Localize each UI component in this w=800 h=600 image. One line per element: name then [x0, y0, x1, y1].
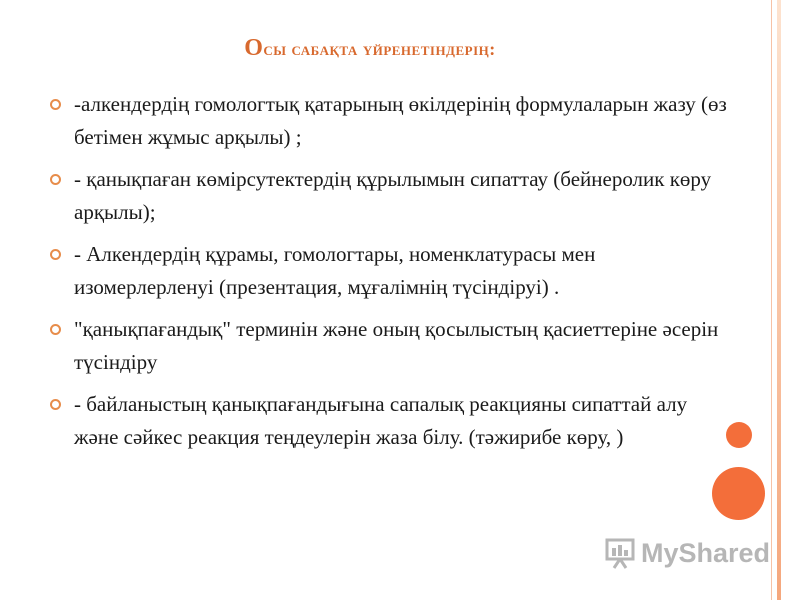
- ring-bullet-icon: [50, 174, 61, 185]
- decorative-thin-stripe: [771, 0, 772, 600]
- bullet-text: - Алкендердің құрамы, гомологтары, номенклатурасы мен изомерлерленуі (презентация, мұғалімнің түсіндіруі) .: [74, 242, 596, 299]
- watermark-text: MyShared: [641, 537, 771, 568]
- bullet-text: -алкендердің гомологтық қатарының өкілдерінің формулаларын жазу (өз бетімен жұмыс арқылы) ;: [74, 92, 727, 149]
- ring-bullet-icon: [50, 399, 61, 410]
- slide-title: [0, 35, 740, 62]
- bullet-list: [48, 88, 728, 463]
- ring-bullet-icon: [50, 324, 61, 335]
- decorative-large-circle: [712, 467, 765, 520]
- bullet-item: [48, 388, 728, 454]
- bullet-text: - байланыстың қанықпағандығына сапалық реакцияны сипаттай алу және сәйкес реакция теңдеулерін жаза білу. (тәжирибе көру, ): [74, 392, 688, 449]
- bullet-text: - қанықпаған көмірсутектердің құрылымын сипаттау (бейнеролик көру арқылы);: [74, 167, 712, 224]
- ring-bullet-icon: [50, 99, 61, 110]
- bullet-item: [48, 238, 728, 304]
- bullet-item: [48, 163, 728, 229]
- ring-bullet-icon: [50, 249, 61, 260]
- presentation-board-icon: [604, 536, 638, 570]
- myshared-watermark: [604, 535, 770, 571]
- title-rest: сы сабақта үйренетіндерің:: [263, 39, 496, 59]
- bullet-text: "қанықпағандық" терминін және оның қосылыстың қасиеттеріне әсерін түсіндіру: [74, 317, 719, 374]
- decorative-small-circle: [726, 422, 752, 448]
- bullet-item: [48, 88, 728, 154]
- decorative-right-stripe: [777, 0, 781, 600]
- title-initial: О: [244, 35, 264, 61]
- bullet-item: [48, 313, 728, 379]
